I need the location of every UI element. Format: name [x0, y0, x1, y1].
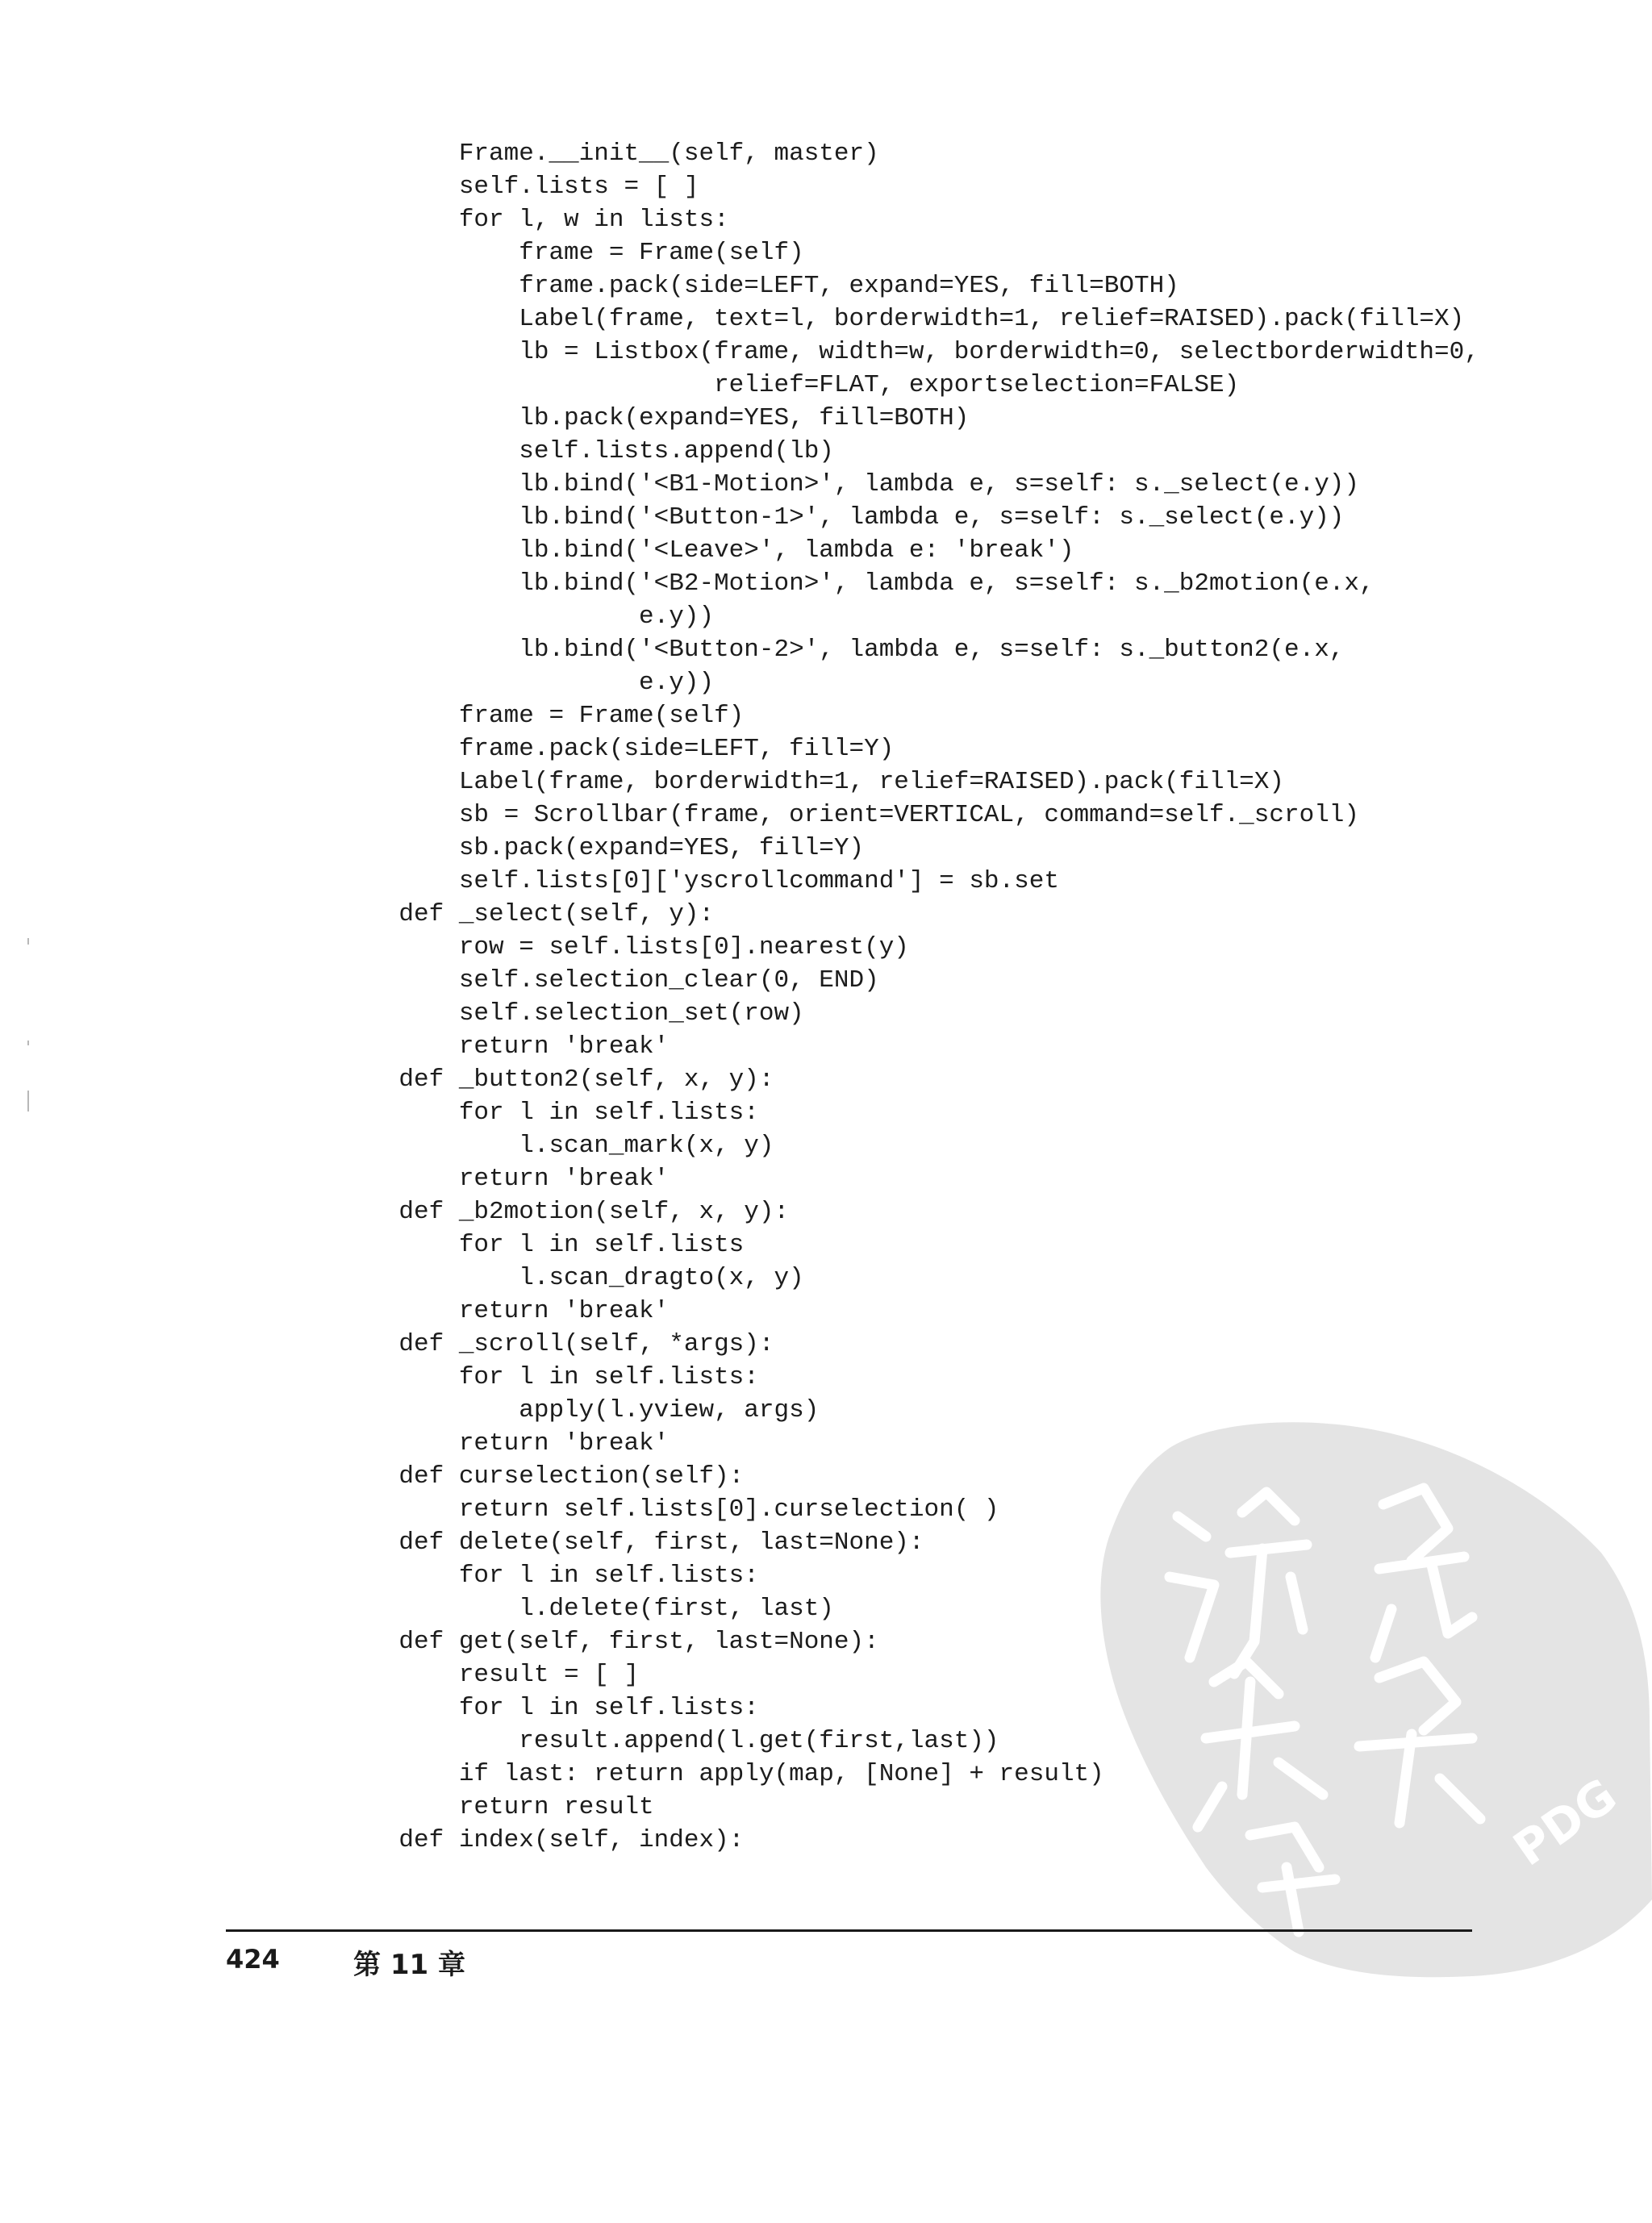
code-line: l.scan_dragto(x, y): [339, 1264, 804, 1292]
code-line: Label(frame, borderwidth=1, relief=RAISED).pack(fill=X): [339, 768, 1284, 796]
code-line: lb.bind('<B1-Motion>', lambda e, s=self: s._select(e.y)): [339, 470, 1360, 498]
code-line: lb.bind('<Leave>', lambda e: 'break'): [339, 536, 1074, 565]
code-line: def get(self, first, last=None):: [339, 1628, 879, 1656]
code-line: def _select(self, y):: [339, 900, 715, 928]
code-line: return 'break': [339, 1165, 670, 1193]
code-line: def index(self, index):: [339, 1826, 745, 1854]
code-line: if last: return apply(map, [None] + result): [339, 1760, 1104, 1788]
code-line: def _b2motion(self, x, y):: [339, 1198, 790, 1226]
code-line: lb.pack(expand=YES, fill=BOTH): [339, 404, 970, 432]
code-line: for l in self.lists:: [339, 1562, 759, 1590]
code-line: lb.bind('<Button-2>', lambda e, s=self: s._button2(e.x,: [339, 636, 1345, 664]
code-line: self.lists = [ ]: [339, 173, 699, 201]
footer-rule: [226, 1929, 1472, 1932]
code-line: e.y)): [339, 603, 715, 631]
code-line: frame.pack(side=LEFT, expand=YES, fill=BOTH): [339, 272, 1179, 300]
code-line: row = self.lists[0].nearest(y): [339, 933, 909, 961]
code-line: apply(l.yview, args): [339, 1396, 820, 1424]
code-line: return result: [339, 1793, 654, 1821]
code-line: return self.lists[0].curselection( ): [339, 1495, 999, 1524]
code-line: for l in self.lists:: [339, 1363, 759, 1391]
margin-mark: [27, 938, 29, 945]
chapter-label: 第 11 章: [353, 1949, 465, 1981]
code-line: def delete(self, first, last=None):: [339, 1529, 924, 1557]
code-line: sb = Scrollbar(frame, orient=VERTICAL, command=self._scroll): [339, 801, 1360, 829]
code-line: result.append(l.get(first,last)): [339, 1727, 999, 1755]
code-line: self.selection_set(row): [339, 999, 804, 1028]
code-line: for l in self.lists:: [339, 1099, 759, 1127]
watermark-seal: [1093, 1416, 1652, 1980]
code-line: Label(frame, text=l, borderwidth=1, relief=RAISED).pack(fill=X): [339, 305, 1465, 333]
code-line: result = [ ]: [339, 1661, 640, 1689]
code-line: self.lists[0]['yscrollcommand'] = sb.set: [339, 867, 1059, 895]
code-line: frame = Frame(self): [339, 239, 804, 267]
code-line: def curselection(self):: [339, 1462, 745, 1491]
code-line: relief=FLAT, exportselection=FALSE): [339, 371, 1240, 399]
code-line: Frame.__init__(self, master): [339, 140, 879, 168]
code-line: e.y)): [339, 669, 715, 697]
code-line: self.lists.append(lb): [339, 437, 834, 465]
watermark-pdg-text: PDG: [1504, 1767, 1627, 1877]
code-line: return 'break': [339, 1297, 670, 1325]
code-line: def _button2(self, x, y):: [339, 1066, 774, 1094]
code-line: l.delete(first, last): [339, 1595, 834, 1623]
code-line: for l in self.lists: [339, 1231, 745, 1259]
code-line: lb = Listbox(frame, width=w, borderwidth=0, selectborderwidth=0,: [339, 338, 1479, 366]
code-line: l.scan_mark(x, y): [339, 1132, 774, 1160]
code-line: frame.pack(side=LEFT, fill=Y): [339, 735, 895, 763]
margin-mark: [27, 1041, 29, 1045]
code-line: def _scroll(self, *args):: [339, 1330, 774, 1358]
code-line: for l in self.lists:: [339, 1694, 759, 1722]
code-line: self.selection_clear(0, END): [339, 966, 879, 995]
code-line: lb.bind('<B2-Motion>', lambda e, s=self: s._b2motion(e.x,: [339, 569, 1375, 598]
code-line: return 'break': [339, 1429, 670, 1458]
watermark-badge: [1100, 1422, 1652, 1977]
code-line: return 'break': [339, 1032, 670, 1061]
page-number: 424: [226, 1944, 280, 1975]
code-line: sb.pack(expand=YES, fill=Y): [339, 834, 865, 862]
margin-mark: [27, 1091, 29, 1112]
code-line: lb.bind('<Button-1>', lambda e, s=self: s._select(e.y)): [339, 503, 1345, 532]
code-line: frame = Frame(self): [339, 702, 745, 730]
code-line: for l, w in lists:: [339, 206, 729, 234]
